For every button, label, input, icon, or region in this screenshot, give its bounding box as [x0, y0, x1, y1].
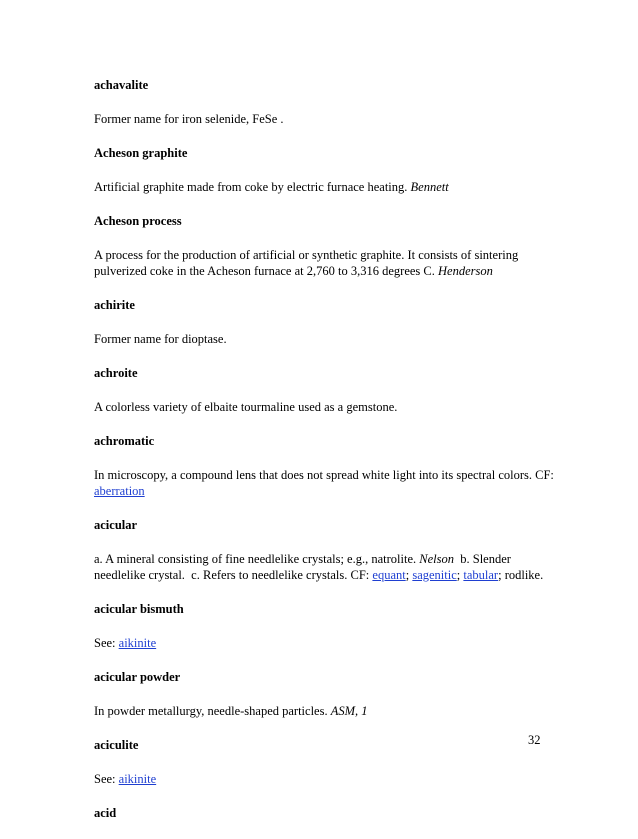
definition [94, 551, 564, 583]
definition [94, 179, 564, 195]
entry-aciculite [94, 737, 564, 787]
xref-link-sagenitic[interactable]: sagenitic [412, 568, 457, 582]
entry-acicular-powder [94, 669, 564, 719]
entry-acicular-bismuth [94, 601, 564, 651]
glossary-content [94, 77, 564, 839]
source-citation: Nelson [419, 552, 454, 566]
definition [94, 635, 564, 651]
definition [94, 399, 564, 415]
term-heading: achavalite [94, 78, 149, 92]
definition-text: b. Slender needlelike crystal. c. Refers to needlelike crystals. CF: [94, 552, 515, 582]
entry-achromatic [94, 433, 564, 499]
term-heading: acicular [94, 518, 138, 532]
definition-text: Former name for iron selenide, FeSe . [94, 112, 284, 126]
xref-link-aikinite[interactable]: aikinite [118, 636, 157, 650]
definition [94, 111, 564, 127]
definition-text: Former name for dioptase. [94, 332, 227, 346]
definition-text: Artificial graphite made from coke by electric furnace heating. [94, 180, 411, 194]
definition-tail: ; rodlike. [498, 568, 544, 582]
term-heading: aciculite [94, 738, 139, 752]
entry-acid [94, 805, 564, 821]
entry-acheson-process [94, 213, 564, 279]
entry-achirite [94, 297, 564, 347]
definition-text: See: [94, 772, 119, 786]
separator: ; [456, 568, 464, 582]
xref-link-equant[interactable]: equant [372, 568, 406, 582]
term-heading: acicular powder [94, 670, 181, 684]
definition [94, 467, 564, 499]
term-heading: achroite [94, 366, 138, 380]
term-heading: acicular bismuth [94, 602, 184, 616]
xref-link-aikinite[interactable]: aikinite [118, 772, 157, 786]
source-citation: Bennett [410, 180, 449, 194]
term-heading: acid [94, 806, 117, 820]
separator: ; [405, 568, 413, 582]
definition-text: A process for the production of artificial or synthetic graphite. It consists of sintering pulverized coke in the Acheson furnace at 2,760 to 3,316 degrees C. [94, 248, 519, 278]
definition-text: In powder metallurgy, needle-shaped particles. [94, 704, 331, 718]
term-heading: achromatic [94, 434, 155, 448]
page-number: 32 [528, 733, 541, 747]
source-citation: ASM, 1 [330, 704, 368, 718]
definition-text: See: [94, 636, 119, 650]
entry-achavalite [94, 77, 564, 127]
definition-text: a. A mineral consisting of fine needlelike crystals; e.g., natrolite. [94, 552, 420, 566]
definition [94, 771, 564, 787]
definition-text: A colorless variety of elbaite tourmaline used as a gemstone. [94, 400, 398, 414]
xref-link-tabular[interactable]: tabular [463, 568, 499, 582]
term-heading: Acheson process [94, 214, 182, 228]
xref-link-aberration[interactable]: aberration [94, 484, 145, 498]
definition [94, 331, 564, 347]
source-citation: Henderson [438, 264, 493, 278]
entry-acicular [94, 517, 564, 583]
definition [94, 703, 564, 719]
definition [94, 247, 564, 279]
term-heading: achirite [94, 298, 135, 312]
term-heading: Acheson graphite [94, 146, 188, 160]
definition-text: In microscopy, a compound lens that does not spread white light into its spectral colors. CF: [94, 468, 554, 482]
entry-acheson-graphite [94, 145, 564, 195]
entry-achroite [94, 365, 564, 415]
